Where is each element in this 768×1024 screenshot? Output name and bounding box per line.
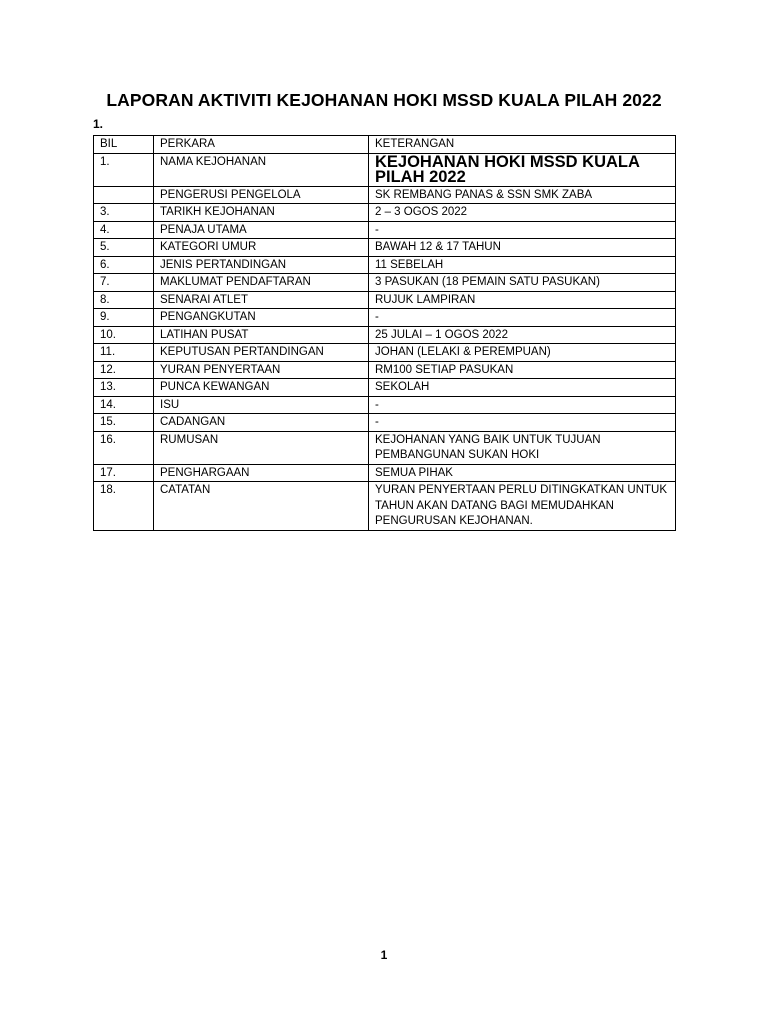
cell-keterangan: 3 PASUKAN (18 PEMAIN SATU PASUKAN) [369,274,676,292]
cell-keterangan: JOHAN (LELAKI & PEREMPUAN) [369,344,676,362]
cell-bil: 10. [94,326,154,344]
table-row [94,464,676,482]
cell-keterangan: SEMUA PIHAK [369,464,676,482]
table-row [94,309,676,327]
table-row [94,326,676,344]
cell-keterangan: SEKOLAH [369,379,676,397]
cell-bil: 6. [94,256,154,274]
cell-keterangan: KEJOHANAN YANG BAIK UNTUK TUJUAN PEMBANGUNAN SUKAN HOKI [369,431,676,464]
cell-perkara: SENARAI ATLET [154,291,369,309]
cell-bil: 7. [94,274,154,292]
cell-keterangan: BAWAH 12 & 17 TAHUN [369,239,676,257]
table-row [94,274,676,292]
cell-perkara: PENAJA UTAMA [154,221,369,239]
cell-bil: 9. [94,309,154,327]
cell-bil [94,186,154,204]
table-row [94,221,676,239]
cell-perkara: ISU [154,396,369,414]
table-row [94,186,676,204]
cell-perkara: RUMUSAN [154,431,369,464]
cell-perkara: PENGHARGAAN [154,464,369,482]
table-row [94,153,676,186]
cell-bil: 12. [94,361,154,379]
table-row [94,482,676,531]
cell-perkara: PENGERUSI PENGELOLA [154,186,369,204]
cell-perkara: PENGANGKUTAN [154,309,369,327]
cell-bil: 15. [94,414,154,432]
table-row [94,256,676,274]
cell-keterangan: - [369,309,676,327]
cell-perkara: KEPUTUSAN PERTANDINGAN [154,344,369,362]
table-row [94,379,676,397]
table-row [94,396,676,414]
table-row [94,361,676,379]
cell-keterangan: KEJOHANAN HOKI MSSD KUALA PILAH 2022 [369,153,676,186]
report-table [93,135,676,531]
cell-bil: 17. [94,464,154,482]
document-title: LAPORAN AKTIVITI KEJOHANAN HOKI MSSD KUALA PILAH 2022 [106,90,662,110]
cell-bil: 5. [94,239,154,257]
cell-bil: 1. [94,153,154,186]
header-perkara: PERKARA [154,136,369,154]
cell-perkara: MAKLUMAT PENDAFTARAN [154,274,369,292]
section-number: 1. [93,117,104,131]
cell-keterangan: YURAN PENYERTAAN PERLU DITINGKATKAN UNTUK TAHUN AKAN DATANG BAGI MEMUDAHKAN PENGURUSAN KEJOHANAN. [369,482,676,531]
cell-keterangan: 11 SEBELAH [369,256,676,274]
cell-perkara: TARIKH KEJOHANAN [154,204,369,222]
header-bil: BIL [94,136,154,154]
cell-perkara: CATATAN [154,482,369,531]
table-header-row [94,136,676,154]
table-row [94,414,676,432]
cell-perkara: NAMA KEJOHANAN [154,153,369,186]
header-keterangan: KETERANGAN [369,136,676,154]
cell-keterangan: SK REMBANG PANAS & SSN SMK ZABA [369,186,676,204]
cell-keterangan: - [369,221,676,239]
cell-keterangan: - [369,396,676,414]
table-row [94,239,676,257]
cell-bil: 13. [94,379,154,397]
cell-bil: 14. [94,396,154,414]
cell-keterangan: 25 JULAI – 1 OGOS 2022 [369,326,676,344]
cell-bil: 16. [94,431,154,464]
cell-perkara: JENIS PERTANDINGAN [154,256,369,274]
cell-perkara: PUNCA KEWANGAN [154,379,369,397]
table-row [94,344,676,362]
cell-perkara: YURAN PENYERTAAN [154,361,369,379]
table-row [94,291,676,309]
cell-bil: 8. [94,291,154,309]
cell-keterangan: 2 – 3 OGOS 2022 [369,204,676,222]
cell-bil: 11. [94,344,154,362]
cell-perkara: CADANGAN [154,414,369,432]
page-number: 1 [380,948,388,962]
cell-bil: 4. [94,221,154,239]
cell-keterangan: RUJUK LAMPIRAN [369,291,676,309]
cell-perkara: KATEGORI UMUR [154,239,369,257]
cell-bil: 18. [94,482,154,531]
cell-keterangan: RM100 SETIAP PASUKAN [369,361,676,379]
cell-bil: 3. [94,204,154,222]
table-row [94,204,676,222]
cell-perkara: LATIHAN PUSAT [154,326,369,344]
report-table-body [94,136,676,531]
cell-keterangan: - [369,414,676,432]
table-row [94,431,676,464]
